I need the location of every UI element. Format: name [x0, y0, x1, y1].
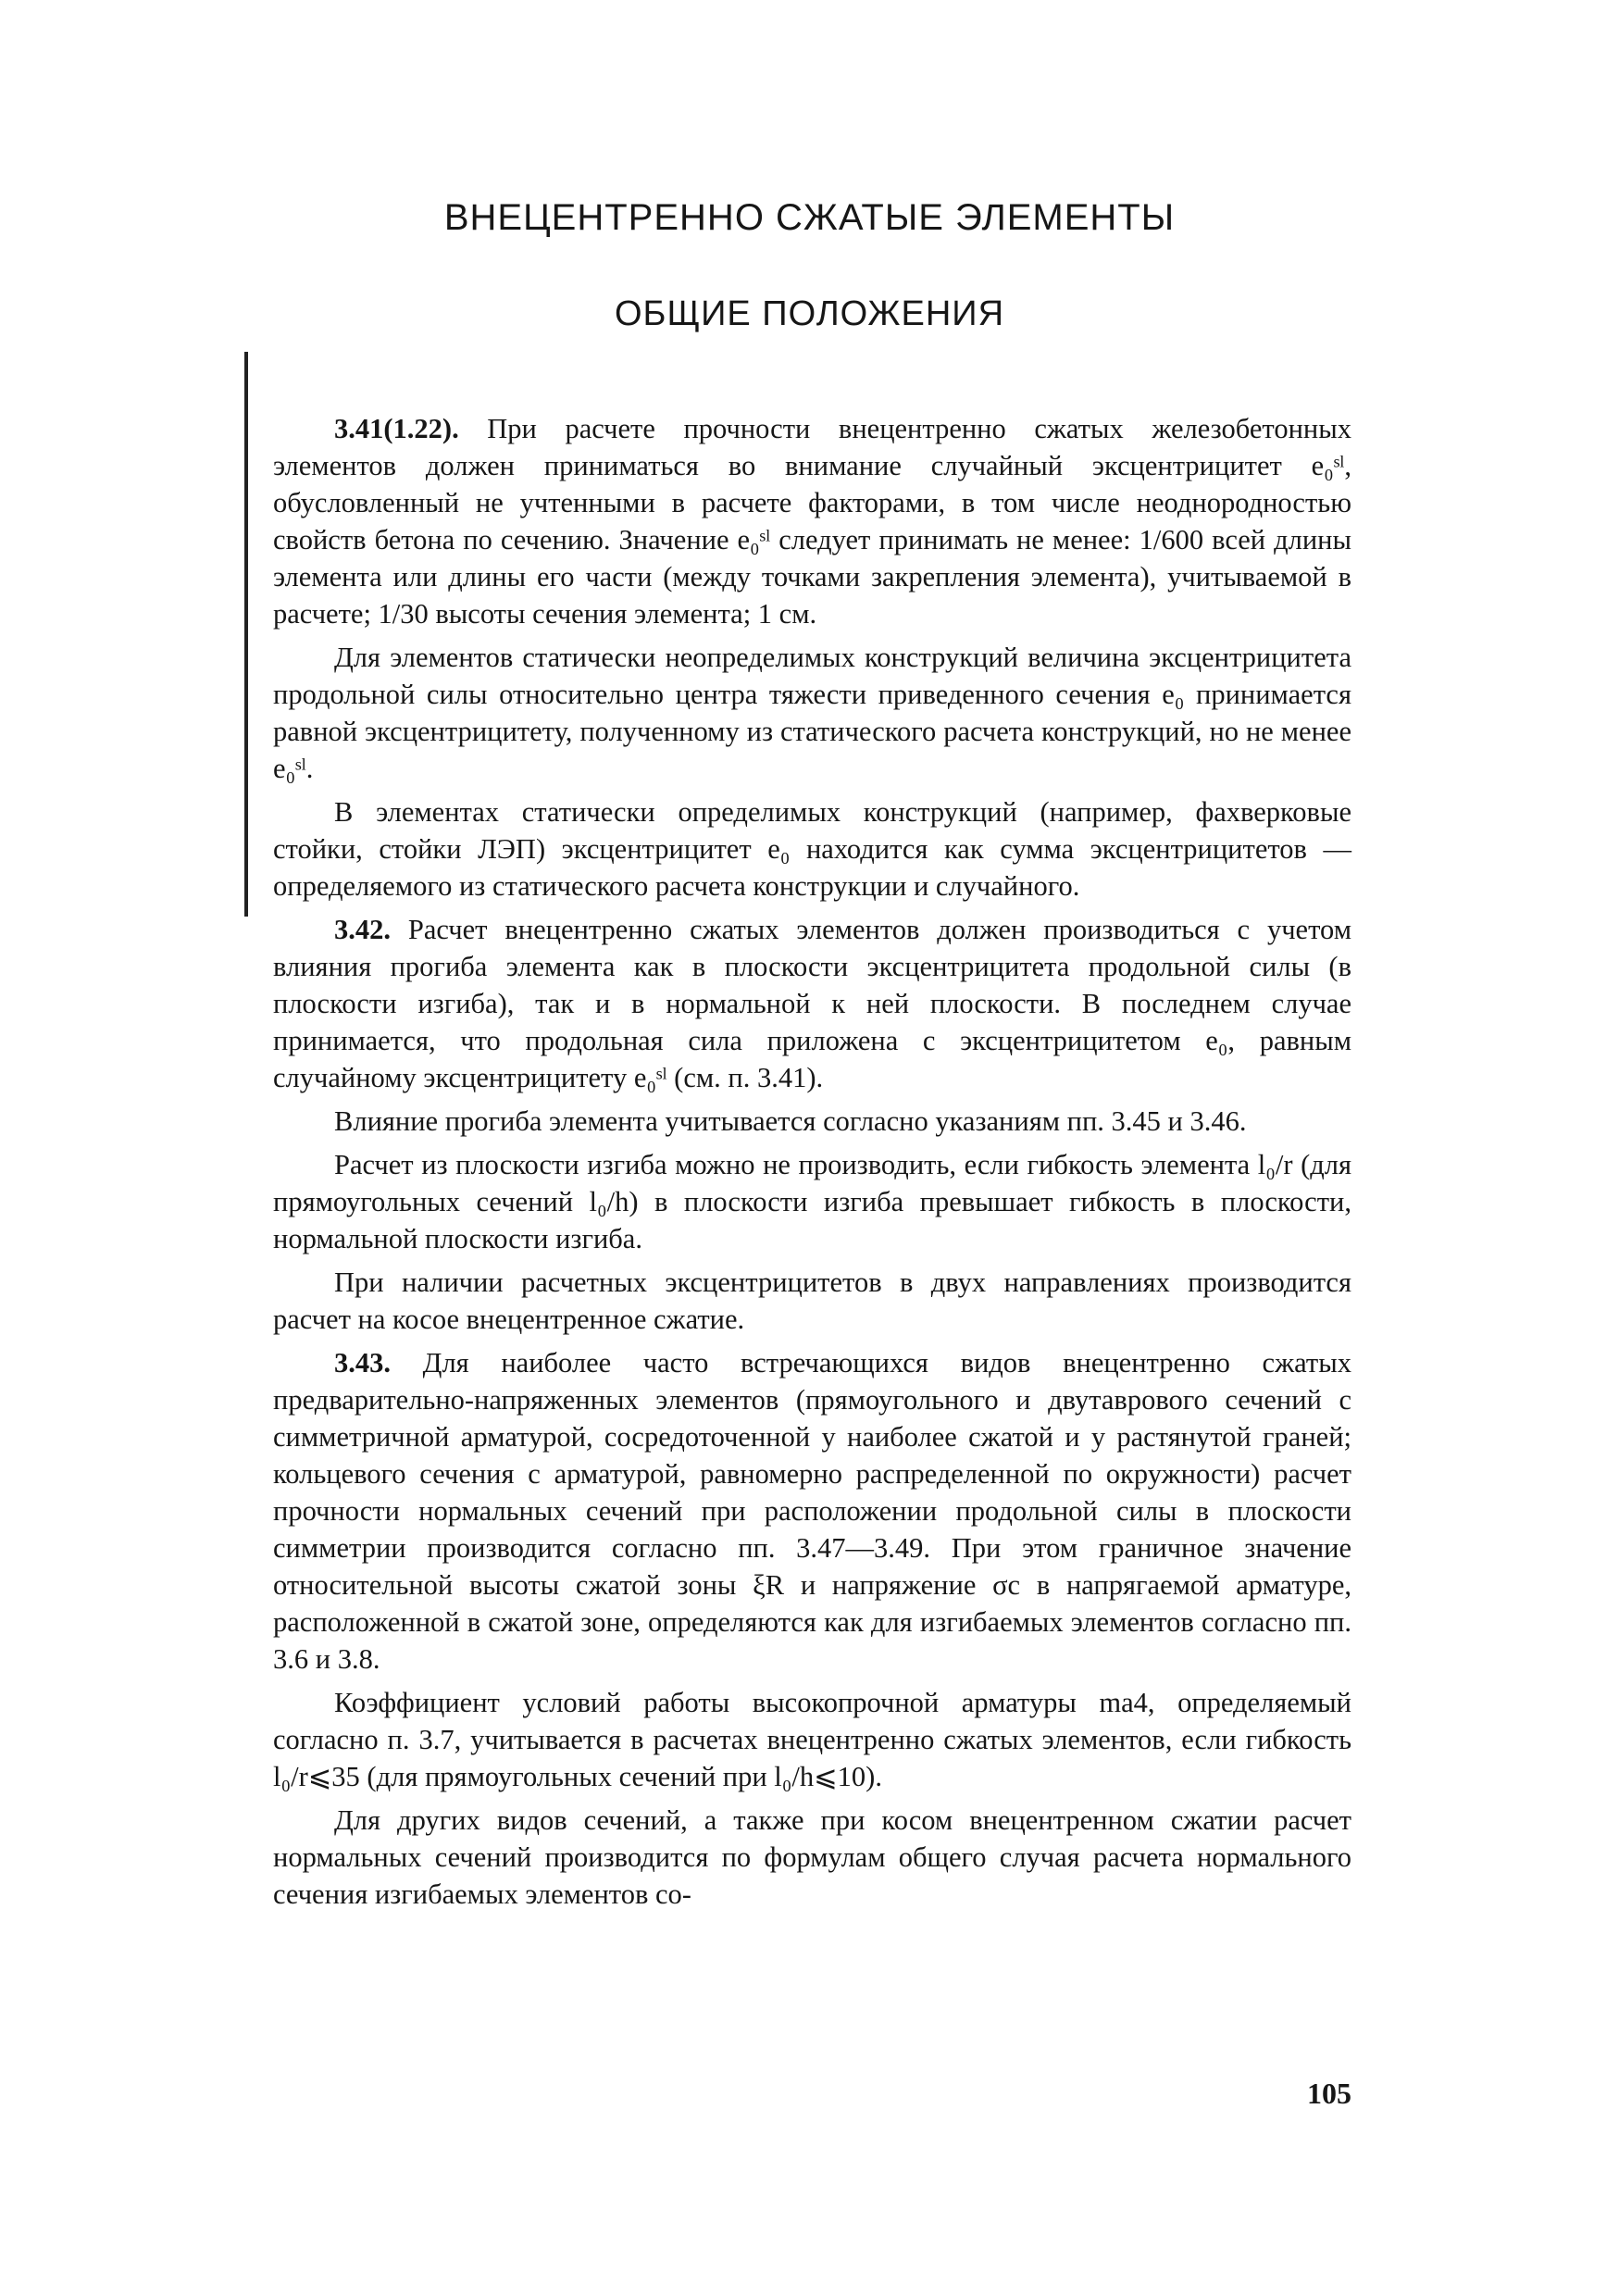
clause-number: 3.41(1.22). — [334, 413, 459, 444]
paragraph-text: Для наиболее часто встречающихся видов внецентренно сжатых предварительно-напряженных элементов (прямоугольного и двутаврового сечений с симметричной арматурой, сосредоточенной у наиболее сжатой и у растянутой граней; кольцевого сечения с арматурой, равномерно распределенной по окружности) расчет прочности нормальных сечений при расположении продольной силы в плоскости симметрии производится согласно пп. 3.47—3.49. При этом граничное значение относительной высоты сжатой зоны ξR и напряжение σc в напрягаемой арматуре, расположенной в сжатой зоне, определяются как для изгибаемых элементов согласно пп. 3.6 и 3.8. — [273, 1347, 1351, 1675]
paragraph — [273, 1146, 1351, 1257]
paragraph-text: При расчете прочности внецентренно сжатых железобетонных элементов должен приниматься во внимание случайный эксцентрицитет e₀ˢˡ, обусловленный не учтенными в расчете факторами, в том числе неоднородностью свойств бетона по сечению. Значение e₀ˢˡ следует принимать не менее: 1/600 всей длины элемента или длины его части (между точками закрепления элемента), учитываемой в расчете; 1/30 высоты сечения элемента; 1 см. — [273, 413, 1351, 630]
paragraph-text: Для элементов статически неопределимых конструкций величина эксцентрицитета продольной силы относительно центра тяжести приведенного сечения e₀ принимается равной эксцентрицитету, полученному из статического расчета конструкций, но не менее e₀ˢˡ. — [273, 642, 1351, 784]
paragraph-text: При наличии расчетных эксцентрицитетов в двух направлениях производится расчет на косое внецентренное сжатие. — [273, 1267, 1351, 1335]
paragraph-text: Расчет из плоскости изгиба можно не производить, если гибкость элемента l₀/r (для прямоугольных сечений l₀/h) в плоскости изгиба превышает гибкость в плоскости, нормальной плоскости изгиба. — [273, 1149, 1351, 1254]
paragraph-3-41 — [273, 410, 1351, 632]
section-title: ОБЩИЕ ПОЛОЖЕНИЯ — [614, 294, 1005, 333]
paragraph-text: Влияние прогиба элемента учитывается согласно указаниям пп. 3.45 и 3.46. — [334, 1105, 1247, 1137]
body-text — [273, 410, 1351, 1919]
paragraph — [273, 1684, 1351, 1795]
page-title: ВНЕЦЕНТРЕННО СЖАТЫЕ ЭЛЕМЕНТЫ — [443, 197, 1176, 238]
paragraph-3-43 — [273, 1344, 1351, 1678]
clause-number: 3.43. — [334, 1347, 391, 1379]
paragraph — [273, 793, 1351, 905]
paragraph-text: Расчет внецентренно сжатых элементов должен производиться с учетом влияния прогиба элемента как в плоскости эксцентрицитета продольной силы (в плоскости изгиба), так и в нормальной к ней плоскости. В последнем случае принимается, что продольная сила приложена с эксцентрицитетом e₀, равным случайному эксцентрицитету e₀ˢˡ (см. п. 3.41). — [273, 914, 1351, 1093]
margin-rule — [244, 352, 248, 917]
paragraph — [273, 639, 1351, 787]
clause-number: 3.42. — [334, 914, 391, 945]
page-number: 105 — [1307, 2077, 1351, 2110]
paragraph-text: Коэффициент условий работы высокопрочной арматуры ma4, определяемый согласно п. 3.7, учитывается в расчетах внецентренно сжатых элементов, если гибкость l₀/r⩽35 (для прямоугольных сечений при l₀/h⩽10). — [273, 1687, 1351, 1792]
paragraph-text: Для других видов сечений, а также при косом внецентренном сжатии расчет нормальных сечений производится по формулам общего случая расчета нормального сечения изгибаемых элементов со- — [273, 1804, 1351, 1910]
paragraph — [273, 1103, 1351, 1140]
paragraph — [273, 1264, 1351, 1338]
paragraph-text: В элементах статически определимых конструкций (например, фахверковые стойки, стойки ЛЭП) эксцентрицитет e₀ находится как сумма эксцентрицитетов — определяемого из статического расчета конструкции и случайного. — [273, 796, 1351, 902]
paragraph — [273, 1802, 1351, 1913]
paragraph-3-42 — [273, 911, 1351, 1096]
